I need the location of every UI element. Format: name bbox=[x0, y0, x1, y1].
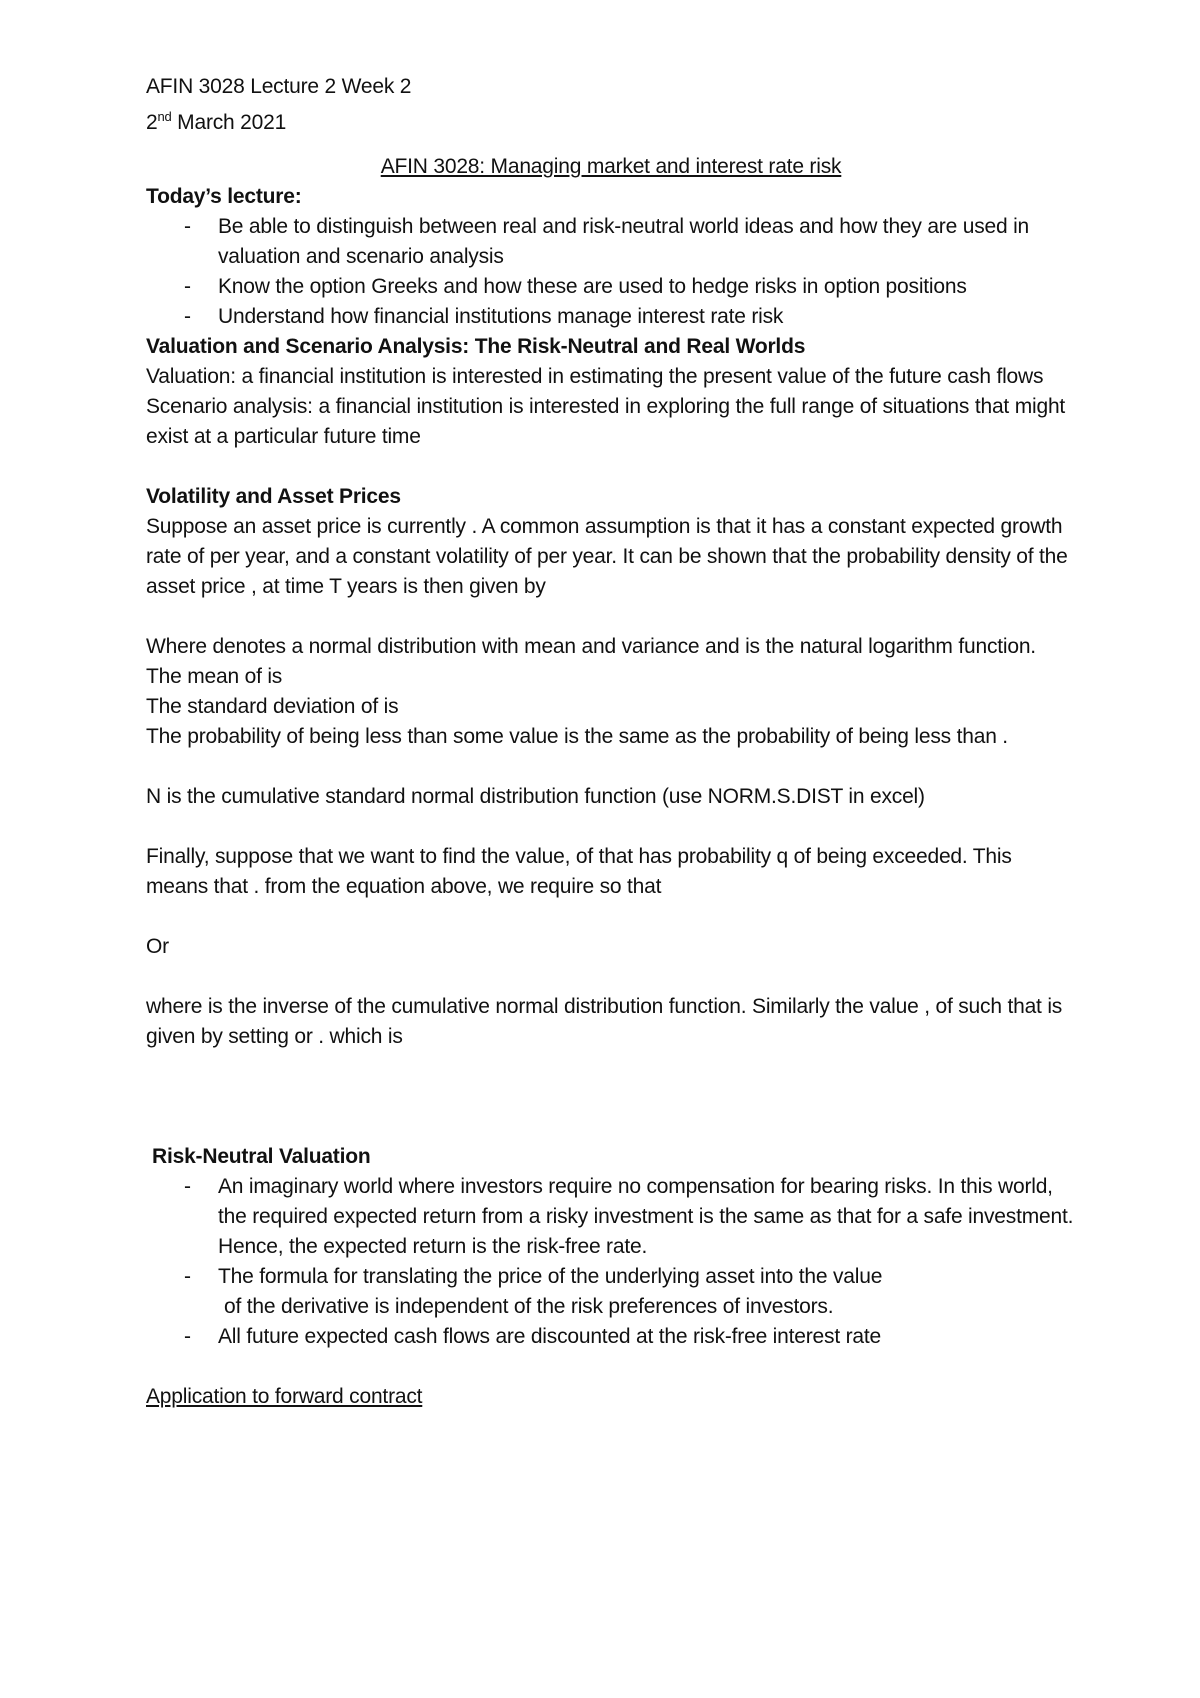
page-title: AFIN 3028: Managing market and interest rate risk bbox=[380, 155, 842, 178]
spacer bbox=[146, 452, 1076, 482]
or-line: Or bbox=[146, 935, 169, 958]
volatility-heading: Volatility and Asset Prices bbox=[146, 485, 401, 508]
document-body bbox=[146, 72, 1076, 1412]
list-item-text: Understand how financial institutions manage interest rate risk bbox=[218, 305, 784, 328]
list-item-text: An imaginary world where investors require no compensation for bearing risks. In this world, the required expected return from a risky investment is the same as that for a safe investment. Hence, the expected return is the risk-free rate. bbox=[218, 1175, 1074, 1258]
list-item bbox=[146, 212, 1076, 272]
bullet-dash: - bbox=[184, 1265, 191, 1288]
where-paragraph: where is the inverse of the cumulative normal distribution function. Similarly the value , of such that is given by setting or . which is bbox=[146, 995, 1063, 1048]
list-item bbox=[146, 1172, 1076, 1262]
risk-neutral-heading: Risk-Neutral Valuation bbox=[152, 1145, 371, 1168]
spacer bbox=[146, 812, 1076, 842]
spacer bbox=[146, 1052, 1076, 1142]
spacer bbox=[146, 752, 1076, 782]
todays-lecture-heading: Today’s lecture: bbox=[146, 185, 302, 208]
list-item-text: Know the option Greeks and how these are used to hedge risks in option positions bbox=[218, 275, 967, 298]
list-item bbox=[146, 1322, 1076, 1352]
bullet-dash: - bbox=[184, 275, 191, 298]
spacer bbox=[146, 602, 1076, 632]
spacer bbox=[146, 902, 1076, 932]
n-definition-line: N is the cumulative standard normal distribution function (use NORM.S.DIST in excel) bbox=[146, 785, 925, 808]
spacer bbox=[146, 1352, 1076, 1382]
list-item bbox=[146, 272, 1076, 302]
probability-line: The probability of being less than some value is the same as the probability of being less than . bbox=[146, 725, 1008, 748]
sd-line: The standard deviation of is bbox=[146, 695, 399, 718]
list-item-text: The formula for translating the price of the underlying asset into the value bbox=[218, 1265, 883, 1288]
date-suffix: nd bbox=[157, 109, 172, 124]
list-item bbox=[146, 1262, 1076, 1322]
date-day: 2 bbox=[146, 111, 158, 134]
valuation-heading: Valuation and Scenario Analysis: The Risk-Neutral and Real Worlds bbox=[146, 335, 806, 358]
list-item bbox=[146, 302, 1076, 332]
bullet-dash: - bbox=[184, 1175, 191, 1198]
bullet-dash: - bbox=[184, 305, 191, 328]
date-line bbox=[146, 102, 1076, 138]
scenario-text: Scenario analysis: a financial institution is interested in exploring the full range of situations that might exist at a particular future time bbox=[146, 395, 1066, 448]
mean-line: The mean of is bbox=[146, 665, 283, 688]
list-item-text: Be able to distinguish between real and risk-neutral world ideas and how they are used in valuation and scenario analysis bbox=[218, 215, 1030, 268]
finally-paragraph: Finally, suppose that we want to find the value, of that has probability q of being exceeded. This means that . from the equation above, we require so that bbox=[146, 845, 1012, 898]
valuation-text: Valuation: a financial institution is interested in estimating the present value of the future cash flows bbox=[146, 365, 1044, 388]
spacer bbox=[146, 962, 1076, 992]
volatility-paragraph-1: Suppose an asset price is currently . A common assumption is that it has a constant expected growth rate of per year, and a constant volatility of per year. It can be shown that the probability density of the asset price , at time T years is then given by bbox=[146, 515, 1068, 598]
bullet-dash: - bbox=[184, 215, 191, 238]
volatility-paragraph-2: Where denotes a normal distribution with mean and variance and is the natural logarithm function. bbox=[146, 635, 1036, 658]
bullet-dash: - bbox=[184, 1325, 191, 1348]
application-heading: Application to forward contract bbox=[146, 1385, 423, 1408]
risk-neutral-list bbox=[146, 1172, 1076, 1352]
list-item-text: All future expected cash flows are discounted at the risk-free interest rate bbox=[218, 1325, 881, 1348]
date-rest: March 2021 bbox=[171, 111, 287, 134]
list-item-continuation: of the derivative is independent of the risk preferences of investors. bbox=[224, 1295, 834, 1318]
todays-lecture-list bbox=[146, 212, 1076, 332]
course-line: AFIN 3028 Lecture 2 Week 2 bbox=[146, 75, 412, 98]
